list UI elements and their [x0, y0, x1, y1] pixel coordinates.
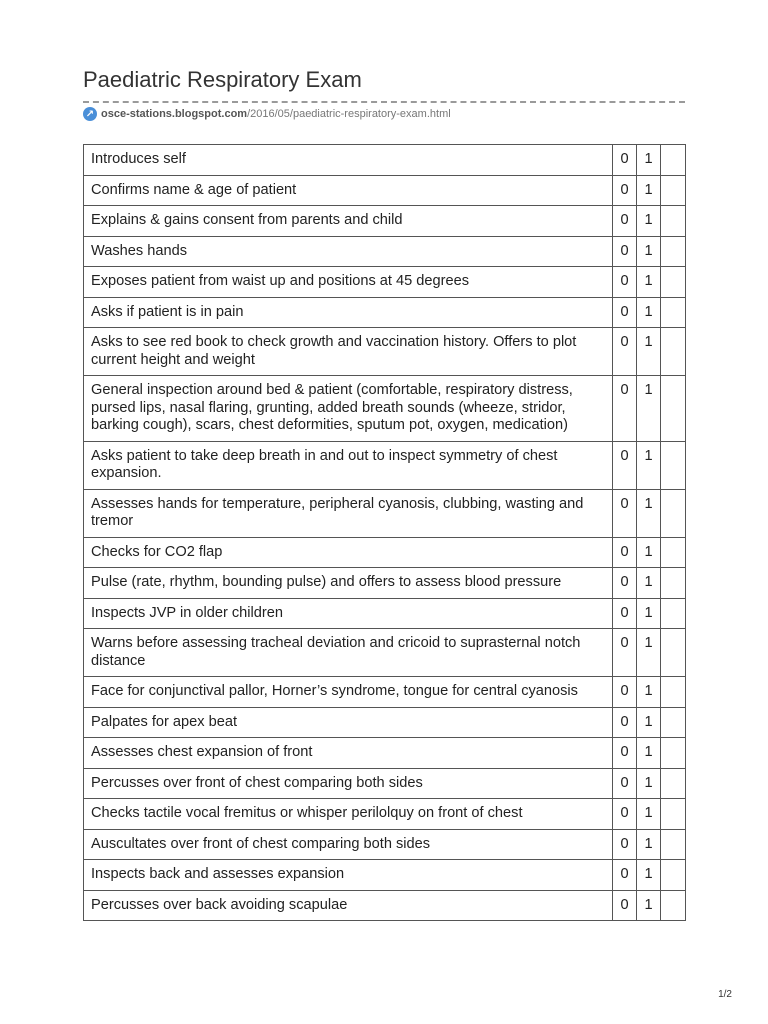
score-blank-cell	[661, 568, 686, 599]
checklist-row	[84, 799, 686, 830]
checklist-row	[84, 376, 686, 442]
checklist-item-text: Face for conjunctival pallor, Horner’s syndrome, tongue for central cyanosis	[84, 677, 613, 708]
checklist-item-text: Introduces self	[84, 145, 613, 176]
checklist-row	[84, 738, 686, 769]
score-zero: 0	[613, 677, 637, 708]
score-one: 1	[637, 799, 661, 830]
score-zero: 0	[613, 768, 637, 799]
checklist-item-text: Checks for CO2 flap	[84, 537, 613, 568]
checklist-row	[84, 267, 686, 298]
score-zero: 0	[613, 537, 637, 568]
score-blank-cell	[661, 860, 686, 891]
checklist-item-text: Assesses hands for temperature, peripheral cyanosis, clubbing, wasting and tremor	[84, 489, 613, 537]
score-one: 1	[637, 537, 661, 568]
score-blank-cell	[661, 829, 686, 860]
score-one: 1	[637, 738, 661, 769]
checklist-row	[84, 236, 686, 267]
checklist-item-text: Asks if patient is in pain	[84, 297, 613, 328]
checklist-row	[84, 860, 686, 891]
score-blank-cell	[661, 799, 686, 830]
score-blank-cell	[661, 175, 686, 206]
score-blank-cell	[661, 707, 686, 738]
score-blank-cell	[661, 376, 686, 442]
score-blank-cell	[661, 267, 686, 298]
checklist-row	[84, 441, 686, 489]
link-icon: ↗	[83, 107, 97, 121]
score-blank-cell	[661, 441, 686, 489]
score-blank-cell	[661, 629, 686, 677]
score-blank-cell	[661, 677, 686, 708]
score-blank-cell	[661, 206, 686, 237]
score-zero: 0	[613, 376, 637, 442]
score-zero: 0	[613, 297, 637, 328]
checklist-row	[84, 629, 686, 677]
checklist-row	[84, 568, 686, 599]
checklist-row	[84, 297, 686, 328]
page-title: Paediatric Respiratory Exam	[83, 67, 362, 92]
source-domain: osce-stations.blogspot.com	[101, 108, 248, 120]
score-zero: 0	[613, 707, 637, 738]
score-one: 1	[637, 707, 661, 738]
score-zero: 0	[613, 441, 637, 489]
score-zero: 0	[613, 489, 637, 537]
source-link[interactable]	[83, 106, 451, 122]
score-one: 1	[637, 860, 661, 891]
checklist-item-text: Checks tactile vocal fremitus or whisper perilolquy on front of chest	[84, 799, 613, 830]
score-zero: 0	[613, 206, 637, 237]
score-one: 1	[637, 568, 661, 599]
score-one: 1	[637, 376, 661, 442]
score-one: 1	[637, 489, 661, 537]
score-zero: 0	[613, 175, 637, 206]
checklist-row	[84, 537, 686, 568]
score-one: 1	[637, 328, 661, 376]
checklist-row	[84, 489, 686, 537]
checklist-row	[84, 206, 686, 237]
score-zero: 0	[613, 860, 637, 891]
checklist-item-text: Inspects back and assesses expansion	[84, 860, 613, 891]
score-one: 1	[637, 598, 661, 629]
checklist-item-text: Explains & gains consent from parents and child	[84, 206, 613, 237]
checklist-item-text: Percusses over front of chest comparing both sides	[84, 768, 613, 799]
score-blank-cell	[661, 768, 686, 799]
score-one: 1	[637, 890, 661, 921]
score-blank-cell	[661, 328, 686, 376]
checklist-item-text: Asks patient to take deep breath in and out to inspect symmetry of chest expansion.	[84, 441, 613, 489]
score-blank-cell	[661, 537, 686, 568]
score-blank-cell	[661, 297, 686, 328]
score-zero: 0	[613, 829, 637, 860]
checklist-item-text: Assesses chest expansion of front	[84, 738, 613, 769]
checklist-table	[83, 144, 686, 921]
checklist-row	[84, 890, 686, 921]
checklist-row	[84, 328, 686, 376]
checklist-row	[84, 829, 686, 860]
checklist-item-text: Auscultates over front of chest comparing both sides	[84, 829, 613, 860]
checklist-item-text: Palpates for apex beat	[84, 707, 613, 738]
checklist-item-text: Inspects JVP in older children	[84, 598, 613, 629]
checklist-item-text: General inspection around bed & patient (comfortable, respiratory distress, pursed lips, nasal flaring, grunting, added breath sounds (wheeze, stridor, barking cough), scars, chest deformities, sputum pot, oxygen, medication)	[84, 376, 613, 442]
score-zero: 0	[613, 890, 637, 921]
score-zero: 0	[613, 236, 637, 267]
score-zero: 0	[613, 568, 637, 599]
checklist-row	[84, 598, 686, 629]
score-one: 1	[637, 768, 661, 799]
score-one: 1	[637, 206, 661, 237]
score-one: 1	[637, 175, 661, 206]
score-one: 1	[637, 441, 661, 489]
title-divider	[83, 101, 685, 103]
score-zero: 0	[613, 267, 637, 298]
checklist-item-text: Percusses over back avoiding scapulae	[84, 890, 613, 921]
checklist-item-text: Asks to see red book to check growth and vaccination history. Offers to plot current height and weight	[84, 328, 613, 376]
checklist-row	[84, 145, 686, 176]
score-blank-cell	[661, 890, 686, 921]
score-one: 1	[637, 145, 661, 176]
score-one: 1	[637, 236, 661, 267]
score-blank-cell	[661, 489, 686, 537]
checklist-body	[84, 145, 686, 921]
checklist-item-text: Exposes patient from waist up and positions at 45 degrees	[84, 267, 613, 298]
source-path: /2016/05/paediatric-respiratory-exam.html	[247, 108, 451, 120]
score-zero: 0	[613, 328, 637, 376]
checklist-row	[84, 707, 686, 738]
score-one: 1	[637, 677, 661, 708]
checklist-item-text: Warns before assessing tracheal deviation and cricoid to suprasternal notch distance	[84, 629, 613, 677]
score-one: 1	[637, 267, 661, 298]
score-zero: 0	[613, 738, 637, 769]
checklist-item-text: Pulse (rate, rhythm, bounding pulse) and offers to assess blood pressure	[84, 568, 613, 599]
score-zero: 0	[613, 145, 637, 176]
score-zero: 0	[613, 629, 637, 677]
score-one: 1	[637, 829, 661, 860]
score-blank-cell	[661, 236, 686, 267]
score-one: 1	[637, 297, 661, 328]
checklist-item-text: Washes hands	[84, 236, 613, 267]
page-number: 1/2	[718, 989, 732, 1000]
score-one: 1	[637, 629, 661, 677]
checklist-row	[84, 677, 686, 708]
checklist-row	[84, 175, 686, 206]
score-zero: 0	[613, 799, 637, 830]
score-blank-cell	[661, 738, 686, 769]
checklist-item-text: Confirms name & age of patient	[84, 175, 613, 206]
score-blank-cell	[661, 145, 686, 176]
checklist-row	[84, 768, 686, 799]
score-blank-cell	[661, 598, 686, 629]
score-zero: 0	[613, 598, 637, 629]
